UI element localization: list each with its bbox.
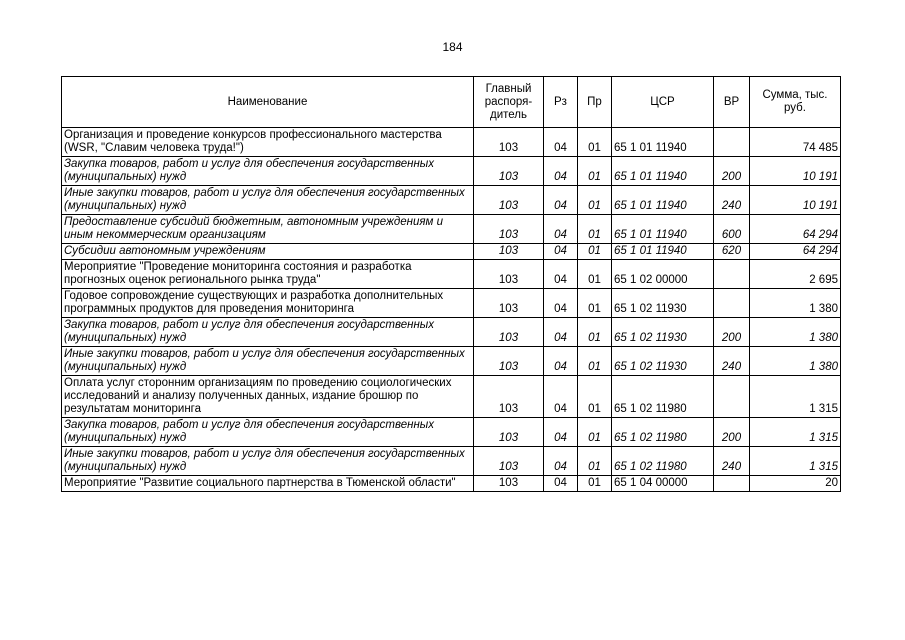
header-grbs: Главный распоря-дитель (474, 77, 544, 128)
table-row (62, 418, 841, 447)
table-row (62, 376, 841, 418)
cell-csr: 65 1 01 11940 (612, 128, 714, 157)
table-body (62, 128, 841, 492)
table-row (62, 347, 841, 376)
cell-grbs: 103 (474, 347, 544, 376)
cell-name: Закупка товаров, работ и услуг для обеспечения государственных (муниципальных) нужд (62, 418, 474, 447)
cell-vr (714, 476, 750, 492)
cell-vr: 200 (714, 418, 750, 447)
cell-csr: 65 1 04 00000 (612, 476, 714, 492)
header-name: Наименование (62, 77, 474, 128)
cell-grbs: 103 (474, 476, 544, 492)
cell-rz: 04 (544, 347, 578, 376)
cell-vr: 200 (714, 318, 750, 347)
table-row (62, 244, 841, 260)
cell-sum: 10 191 (750, 186, 841, 215)
cell-rz: 04 (544, 215, 578, 244)
table-row (62, 289, 841, 318)
cell-vr: 600 (714, 215, 750, 244)
cell-rz: 04 (544, 289, 578, 318)
table-row (62, 186, 841, 215)
cell-name: Иные закупки товаров, работ и услуг для обеспечения государственных (муниципальных) нужд (62, 447, 474, 476)
cell-name: Закупка товаров, работ и услуг для обеспечения государственных (муниципальных) нужд (62, 318, 474, 347)
cell-name: Предоставление субсидий бюджетным, автономным учреждениям и иным некоммерческим организациям (62, 215, 474, 244)
cell-name: Субсидии автономным учреждениям (62, 244, 474, 260)
header-sum: Сумма, тыс. руб. (750, 77, 841, 128)
cell-vr: 240 (714, 186, 750, 215)
cell-rz: 04 (544, 476, 578, 492)
cell-name: Годовое сопровождение существующих и разработка дополнительных программных продуктов для проведения мониторинга (62, 289, 474, 318)
cell-vr (714, 376, 750, 418)
cell-name: Организация и проведение конкурсов профессионального мастерства (WSR, "Славим человека труда!") (62, 128, 474, 157)
cell-pr: 01 (578, 157, 612, 186)
cell-grbs: 103 (474, 418, 544, 447)
cell-sum: 74 485 (750, 128, 841, 157)
cell-rz: 04 (544, 244, 578, 260)
cell-vr: 200 (714, 157, 750, 186)
cell-sum: 64 294 (750, 244, 841, 260)
cell-vr: 240 (714, 447, 750, 476)
cell-csr: 65 1 01 11940 (612, 186, 714, 215)
cell-sum: 1 380 (750, 289, 841, 318)
cell-vr: 620 (714, 244, 750, 260)
cell-pr: 01 (578, 347, 612, 376)
cell-sum: 1 380 (750, 318, 841, 347)
cell-csr: 65 1 01 11940 (612, 215, 714, 244)
table-row (62, 128, 841, 157)
cell-vr (714, 128, 750, 157)
cell-vr (714, 289, 750, 318)
cell-pr: 01 (578, 318, 612, 347)
cell-grbs: 103 (474, 289, 544, 318)
cell-rz: 04 (544, 418, 578, 447)
cell-sum: 1 380 (750, 347, 841, 376)
cell-pr: 01 (578, 260, 612, 289)
cell-pr: 01 (578, 476, 612, 492)
cell-grbs: 103 (474, 215, 544, 244)
header-pr: Пр (578, 77, 612, 128)
cell-pr: 01 (578, 128, 612, 157)
header-vr: ВР (714, 77, 750, 128)
cell-grbs: 103 (474, 244, 544, 260)
cell-csr: 65 1 02 11930 (612, 318, 714, 347)
table-row (62, 215, 841, 244)
cell-sum: 2 695 (750, 260, 841, 289)
cell-sum: 1 315 (750, 376, 841, 418)
cell-rz: 04 (544, 447, 578, 476)
cell-rz: 04 (544, 157, 578, 186)
cell-sum: 64 294 (750, 215, 841, 244)
cell-sum: 1 315 (750, 418, 841, 447)
cell-pr: 01 (578, 186, 612, 215)
page-number: 184 (442, 40, 463, 54)
cell-rz: 04 (544, 318, 578, 347)
cell-pr: 01 (578, 447, 612, 476)
cell-name: Закупка товаров, работ и услуг для обеспечения государственных (муниципальных) нужд (62, 157, 474, 186)
cell-pr: 01 (578, 376, 612, 418)
cell-grbs: 103 (474, 157, 544, 186)
cell-grbs: 103 (474, 128, 544, 157)
cell-name: Иные закупки товаров, работ и услуг для обеспечения государственных (муниципальных) нужд (62, 347, 474, 376)
cell-name: Мероприятие "Развитие социального партнерства в Тюменской области" (62, 476, 474, 492)
cell-vr: 240 (714, 347, 750, 376)
cell-sum: 1 315 (750, 447, 841, 476)
table-row (62, 260, 841, 289)
budget-table (61, 76, 841, 492)
cell-pr: 01 (578, 289, 612, 318)
cell-grbs: 103 (474, 318, 544, 347)
header-rz: Рз (544, 77, 578, 128)
cell-csr: 65 1 01 11940 (612, 244, 714, 260)
cell-csr: 65 1 02 11980 (612, 418, 714, 447)
table-row (62, 476, 841, 492)
cell-csr: 65 1 02 11930 (612, 347, 714, 376)
table-row (62, 447, 841, 476)
cell-grbs: 103 (474, 376, 544, 418)
cell-rz: 04 (544, 186, 578, 215)
cell-grbs: 103 (474, 260, 544, 289)
cell-name: Мероприятие "Проведение мониторинга состояния и разработка прогнозных оценок регионального рынка труда" (62, 260, 474, 289)
cell-pr: 01 (578, 215, 612, 244)
cell-sum: 10 191 (750, 157, 841, 186)
cell-name: Оплата услуг сторонним организациям по проведению социологических исследований и анализу полученных данных, издание брошюр по результатам мониторинга (62, 376, 474, 418)
cell-csr: 65 1 01 11940 (612, 157, 714, 186)
cell-grbs: 103 (474, 186, 544, 215)
table-header-row (62, 77, 841, 128)
cell-vr (714, 260, 750, 289)
cell-csr: 65 1 02 11930 (612, 289, 714, 318)
cell-csr: 65 1 02 11980 (612, 376, 714, 418)
cell-csr: 65 1 02 11980 (612, 447, 714, 476)
header-csr: ЦСР (612, 77, 714, 128)
cell-grbs: 103 (474, 447, 544, 476)
table-row (62, 157, 841, 186)
cell-sum: 20 (750, 476, 841, 492)
cell-name: Иные закупки товаров, работ и услуг для обеспечения государственных (муниципальных) нужд (62, 186, 474, 215)
cell-rz: 04 (544, 260, 578, 289)
cell-pr: 01 (578, 418, 612, 447)
table-row (62, 318, 841, 347)
cell-pr: 01 (578, 244, 612, 260)
cell-csr: 65 1 02 00000 (612, 260, 714, 289)
cell-rz: 04 (544, 376, 578, 418)
cell-rz: 04 (544, 128, 578, 157)
